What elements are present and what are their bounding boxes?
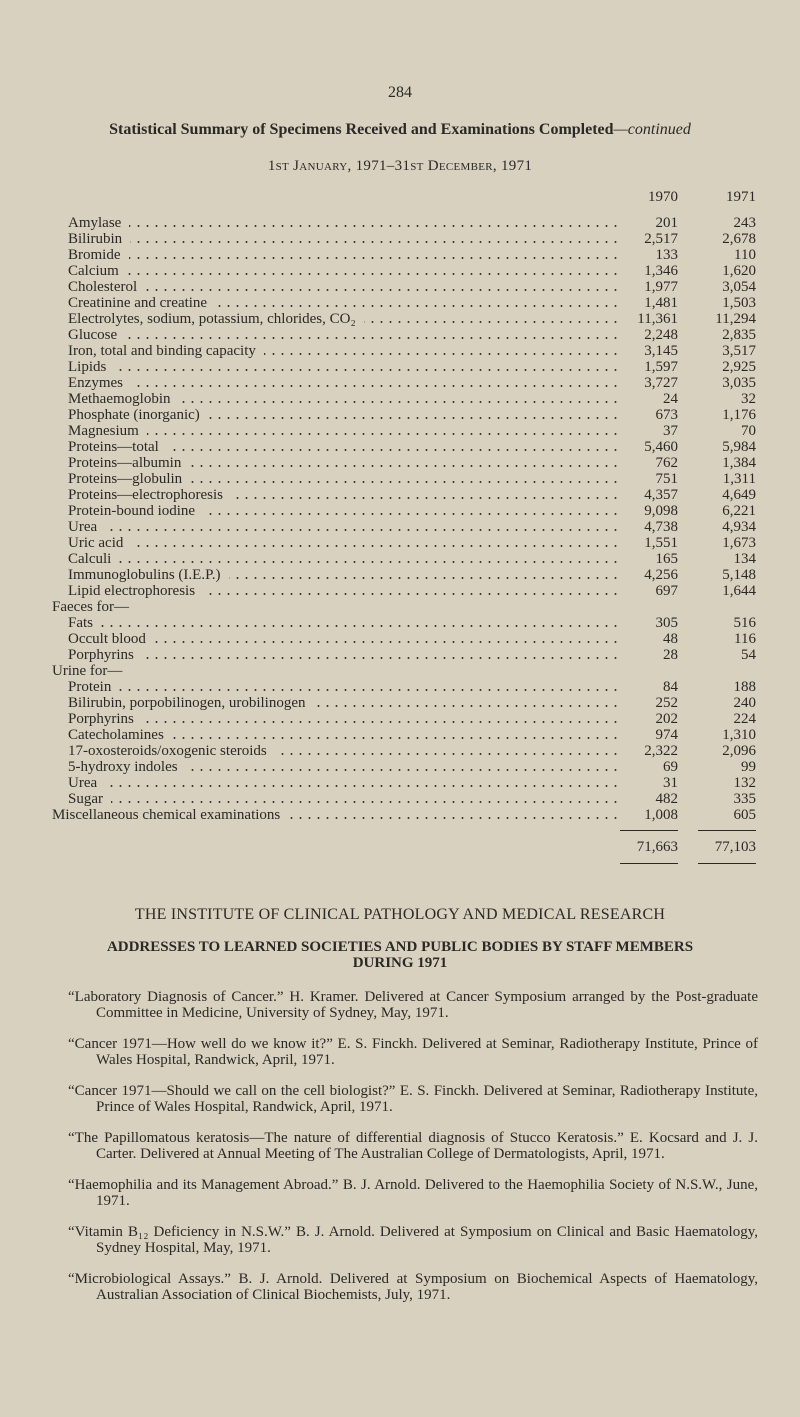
leader-dots [215,295,620,311]
value-1970: 1,551 [644,535,678,551]
table-row [0,359,800,375]
row-label: Protein [68,679,112,695]
value-1970: 84 [663,679,678,695]
row-label: Catecholamines [68,727,164,743]
leader-dots [125,327,620,343]
table-row [0,519,800,535]
row-label: Fats [68,615,94,631]
table-row [0,407,800,423]
value-1970: 28 [663,647,678,663]
row-label: Proteins—electrophoresis [68,487,223,503]
value-1970: 697 [655,583,678,599]
value-1971: 1,176 [722,407,756,423]
value-1971: 1,311 [722,471,756,487]
table-row [0,247,800,263]
value-1971: 243 [733,215,756,231]
value-1971: 1,384 [722,455,756,471]
leader-dots [203,583,620,599]
table-row [0,375,800,391]
value-1971: 4,649 [722,487,756,503]
value-1971: 516 [733,615,756,631]
value-1971: 240 [733,695,756,711]
value-1971: 132 [733,775,756,791]
column-header-1970: 1970 [648,189,678,205]
value-1971: 5,984 [722,439,756,455]
table-row [0,775,800,791]
addresses-list [68,989,758,1318]
value-1971: 605 [733,807,756,823]
page-number: 284 [388,84,412,101]
row-label: Proteins—globulin [68,471,183,487]
row-label: Cholesterol [68,279,138,295]
row-label: Sugar [68,791,103,807]
value-1970: 2,322 [644,743,678,759]
row-label: Methaemoglobin [68,391,171,407]
table-row [0,631,800,647]
table-row [0,567,800,583]
value-1971: 32 [741,391,756,407]
value-1971: 1,644 [722,583,756,599]
value-1970: 2,517 [644,231,678,247]
table-row [0,743,800,759]
rule-1971-bottom [698,863,756,864]
row-label: Porphyrins [68,647,134,663]
row-label: Urine for— [52,663,123,679]
table-row [0,551,800,567]
leader-dots [154,631,620,647]
total-1971: 77,103 [714,839,756,855]
value-1970: 9,098 [644,503,678,519]
row-label: Miscellaneous chemical examinations [52,807,281,823]
leader-dots [208,407,620,423]
value-1971: 335 [733,791,756,807]
rule-1970-bottom [620,863,678,864]
address-entry: “Cancer 1971—How well do we know it?” E. S. Finckh. Delivered at Seminar, Radiotherapy Institute, Prince of Wales Hospital, Randwick, April, 1971. [68,1036,758,1068]
value-1971: 2,835 [722,327,756,343]
leader-dots [129,215,620,231]
address-entry: “The Papillomatous keratosis—The nature of differential diagnosis of Stucco Keratosis.” E. Kocsard and J. J. Carter. Delivered at Annual Meeting of The Australian College of Dermatologists, April, 1971. [68,1130,758,1162]
value-1970: 48 [663,631,678,647]
table-group-heading [0,599,800,615]
leader-dots [101,615,620,631]
row-label: Calculi [68,551,112,567]
table-row [0,583,800,599]
table-row [0,423,800,439]
leader-dots [190,471,620,487]
row-label: Proteins—albumin [68,455,182,471]
row-label: Enzymes [68,375,123,391]
table-row [0,295,800,311]
address-entry: “Microbiological Assays.” B. J. Arnold. Delivered at Symposium on Biochemical Aspects of Haematology, Australian Association of Clinical Biochemists, July, 1971. [68,1271,758,1303]
title-continued: —continued [613,121,691,138]
value-1970: 165 [655,551,678,567]
value-1970: 1,346 [644,263,678,279]
row-label: Iron, total and binding capacity [68,343,256,359]
row-label: Bilirubin, porpobilinogen, urobilinogen [68,695,306,711]
leader-dots [119,679,620,695]
value-1971: 116 [734,631,756,647]
leader-dots [111,791,620,807]
value-1971: 224 [733,711,756,727]
addresses-heading-line1: ADDRESSES TO LEARNED SOCIETIES AND PUBLIC BODIES BY STAFF MEMBERS [106,939,694,955]
leader-dots [131,375,620,391]
value-1971: 1,673 [722,535,756,551]
value-1970: 202 [655,711,678,727]
value-1971: 3,035 [722,375,756,391]
leader-dots [147,423,620,439]
address-entry: “Vitamin B₁₂ Deficiency in N.S.W.” B. J. Arnold. Delivered at Symposium on Clinical and Basic Haematology, Sydney Hospital, May, 1971. [68,1224,758,1256]
leader-dots [167,439,620,455]
row-label: Magnesium [68,423,139,439]
value-1970: 2,248 [644,327,678,343]
table-row [0,279,800,295]
row-label: 17-oxosteroids/oxogenic steroids [68,743,267,759]
column-header-1971: 1971 [726,189,756,205]
value-1970: 5,460 [644,439,678,455]
value-1970: 11,361 [637,311,678,327]
leader-dots [264,343,620,359]
value-1970: 1,008 [644,807,678,823]
row-label: Amylase [68,215,122,231]
table-row [0,647,800,663]
row-label: Glucose [68,327,118,343]
institute-heading: THE INSTITUTE OF CLINICAL PATHOLOGY AND MEDICAL RESEARCH [134,906,666,923]
date-range: 1st January, 1971–31st December, 1971 [267,158,533,174]
table-group-heading [0,663,800,679]
table-row [0,679,800,695]
row-label: Uric acid [68,535,124,551]
row-label: Electrolytes, sodium, potassium, chlorides, CO₂ [68,311,356,327]
value-1970: 482 [655,791,678,807]
value-1970: 133 [655,247,678,263]
leader-dots [186,759,620,775]
row-label: Lipid electrophoresis [68,583,196,599]
rule-1970 [620,830,678,831]
value-1971: 54 [741,647,756,663]
row-label: Urea [68,775,98,791]
value-1971: 3,517 [722,343,756,359]
value-1970: 4,738 [644,519,678,535]
row-label: Immunoglobulins (I.E.P.) [68,567,221,583]
value-1971: 110 [734,247,756,263]
row-label: Proteins—total [68,439,159,455]
statistics-table [0,215,800,823]
value-1970: 3,727 [644,375,678,391]
value-1971: 6,221 [722,503,756,519]
value-1970: 24 [663,391,678,407]
leader-dots [105,775,620,791]
row-label: Bromide [68,247,121,263]
row-label: Urea [68,519,98,535]
row-label: Creatinine and creatine [68,295,208,311]
value-1970: 305 [655,615,678,631]
value-1970: 201 [655,215,678,231]
value-1970: 69 [663,759,678,775]
leader-dots [231,487,620,503]
address-entry: “Cancer 1971—Should we call on the cell biologist?” E. S. Finckh. Delivered at Seminar, Radiotherapy Institute, Prince of Wales Hospital, Randwick, April, 1971. [68,1083,758,1115]
leader-dots [142,647,620,663]
value-1970: 762 [655,455,678,471]
table-row [0,759,800,775]
value-1971: 3,054 [722,279,756,295]
row-label: 5-hydroxy indoles [68,759,178,775]
page-title [0,121,800,139]
table-row [0,439,800,455]
row-label: Protein-bound iodine [68,503,196,519]
value-1971: 2,096 [722,743,756,759]
table-row [0,263,800,279]
table-row [0,487,800,503]
value-1970: 974 [655,727,678,743]
table-row [0,695,800,711]
leader-dots [119,551,620,567]
row-label: Faeces for— [52,599,130,615]
table-row [0,343,800,359]
value-1971: 4,934 [722,519,756,535]
value-1971: 1,310 [722,727,756,743]
row-label: Calcium [68,263,119,279]
table-row [0,311,800,327]
value-1970: 751 [655,471,678,487]
leader-dots [229,567,620,583]
table-row [0,711,800,727]
value-1971: 134 [733,551,756,567]
value-1971: 1,503 [722,295,756,311]
value-1970: 3,145 [644,343,678,359]
leader-dots [275,743,620,759]
value-1970: 4,256 [644,567,678,583]
leader-dots [127,263,620,279]
table-row [0,471,800,487]
leader-dots [288,807,620,823]
address-entry: “Laboratory Diagnosis of Cancer.” H. Kramer. Delivered at Cancer Symposium arranged by the Post-graduate Committee in Medicine, University of Sydney, May, 1971. [68,989,758,1021]
leader-dots [172,727,620,743]
row-label: Lipids [68,359,107,375]
total-1970: 71,663 [636,839,678,855]
row-label: Bilirubin [68,231,123,247]
leader-dots [313,695,620,711]
addresses-heading-line2: DURING 1971 [352,955,448,971]
row-label: Occult blood [68,631,146,647]
title-text: Statistical Summary of Specimens Received and Examinations Completed [109,121,614,138]
value-1971: 2,678 [722,231,756,247]
value-1970: 252 [655,695,678,711]
leader-dots [131,535,620,551]
table-row [0,391,800,407]
leader-dots [130,231,620,247]
value-1971: 11,294 [715,311,756,327]
value-1970: 31 [663,775,678,791]
leader-dots [114,359,620,375]
table-row [0,327,800,343]
leader-dots [129,247,620,263]
rule-1971 [698,830,756,831]
row-label: Porphyrins [68,711,134,727]
totals-row [0,830,800,864]
table-row [0,791,800,807]
addresses-heading [0,939,800,971]
table-row [0,503,800,519]
value-1970: 1,597 [644,359,678,375]
value-1970: 673 [655,407,678,423]
leader-dots [145,279,620,295]
value-1971: 1,620 [722,263,756,279]
leader-dots [142,711,620,727]
leader-dots [105,519,620,535]
value-1971: 5,148 [722,567,756,583]
table-row [0,807,800,823]
table-row [0,231,800,247]
value-1970: 1,977 [644,279,678,295]
leader-dots [178,391,620,407]
table-row [0,455,800,471]
value-1970: 1,481 [644,295,678,311]
address-entry: “Haemophilia and its Management Abroad.” B. J. Arnold. Delivered to the Haemophilia Society of N.S.W., June, 1971. [68,1177,758,1209]
value-1970: 4,357 [644,487,678,503]
value-1971: 70 [741,423,756,439]
value-1970: 37 [663,423,678,439]
value-1971: 2,925 [722,359,756,375]
leader-dots [203,503,620,519]
leader-dots [364,311,620,327]
leader-dots [189,455,620,471]
value-1971: 188 [733,679,756,695]
row-label: Phosphate (inorganic) [68,407,200,423]
table-row [0,727,800,743]
value-1971: 99 [741,759,756,775]
table-row [0,535,800,551]
table-row [0,615,800,631]
table-row [0,215,800,231]
